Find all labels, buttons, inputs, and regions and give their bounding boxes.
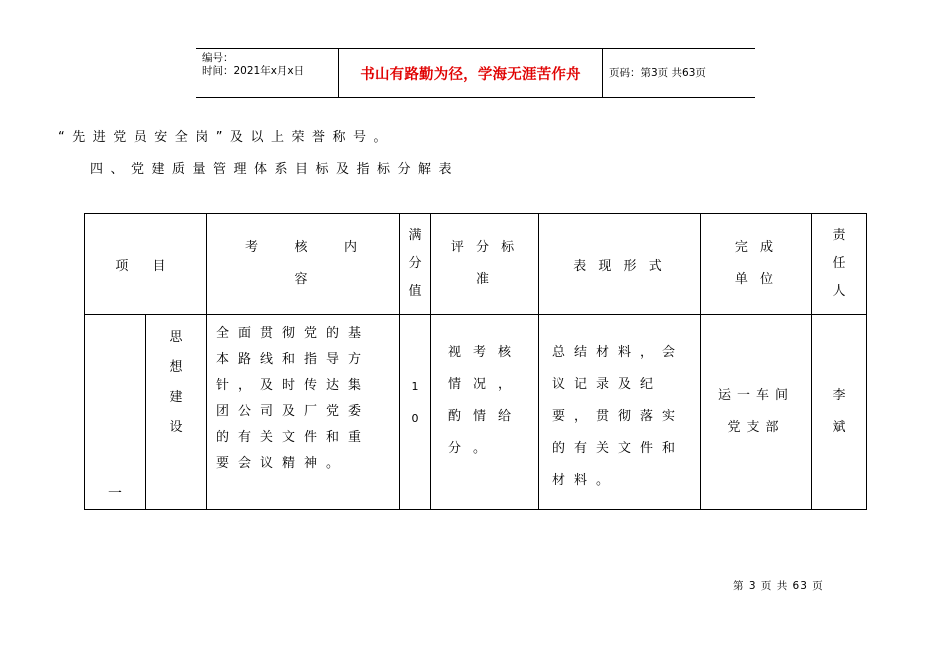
row-standard-cell bbox=[431, 315, 539, 510]
body-line-honor: “先进党员安全岗”及以上荣誉称号。 bbox=[58, 130, 394, 145]
form-line: 材料。 bbox=[552, 473, 619, 488]
content-line: 团公司及厂党委 bbox=[216, 404, 371, 419]
standard-line: 情况， bbox=[448, 377, 524, 392]
header-score-3: 值 bbox=[408, 284, 422, 299]
row-category-cell bbox=[146, 315, 207, 510]
form-line: 议记录及纪 bbox=[552, 377, 663, 392]
header-motto-cell bbox=[339, 49, 603, 97]
row-unit-bottom: 党支部 bbox=[727, 420, 785, 435]
content-line: 的有关文件和重 bbox=[216, 430, 371, 445]
header-standard-top: 评 分 标 bbox=[450, 240, 519, 255]
row-unit-top: 运一车间 bbox=[717, 388, 794, 403]
header-page-cell bbox=[603, 49, 755, 97]
row-responsible-cell bbox=[812, 315, 867, 510]
header-form-text: 表 现 形 式 bbox=[573, 258, 666, 274]
header-resp-1: 责 bbox=[832, 228, 846, 243]
table-row bbox=[85, 315, 867, 510]
standard-line: 分。 bbox=[448, 441, 499, 456]
form-line: 要，贯彻落实 bbox=[552, 409, 685, 424]
page-footer: 第 3 页 共 63 页 bbox=[733, 580, 824, 592]
row-form-cell bbox=[539, 315, 701, 510]
header-item-text: 项 目 bbox=[115, 258, 176, 274]
standard-line: 视考核 bbox=[448, 345, 524, 360]
header-content bbox=[207, 214, 400, 315]
header-resp-3: 人 bbox=[832, 284, 846, 299]
row-resp-1: 李 bbox=[832, 388, 846, 403]
header-content-top: 考 核 内 bbox=[244, 240, 362, 255]
row-score-top: 1 bbox=[411, 380, 419, 393]
motto-text: 书山有路勤为径，学海无涯苦作舟 bbox=[360, 66, 581, 83]
indicator-table bbox=[84, 213, 867, 510]
header-score-2: 分 bbox=[408, 256, 422, 271]
header-resp-2: 任 bbox=[832, 256, 846, 271]
content-line: 全面贯彻党的基 bbox=[216, 326, 371, 341]
row-number: 一 bbox=[108, 486, 122, 502]
header-unit bbox=[701, 214, 812, 315]
header-unit-bottom: 单 位 bbox=[734, 272, 778, 287]
row-score-bottom: 0 bbox=[411, 412, 419, 425]
header-meta-cell bbox=[196, 49, 339, 97]
section-heading: 四、党建质量管理体系目标及指标分解表 bbox=[90, 162, 460, 177]
row-score-cell bbox=[400, 315, 431, 510]
row-unit-cell bbox=[701, 315, 812, 510]
form-line: 总结材料，会 bbox=[552, 345, 685, 360]
content-line: 本路线和指导方 bbox=[216, 352, 371, 367]
number-label: 编号： bbox=[202, 52, 234, 64]
row-category-1: 思 bbox=[169, 330, 183, 345]
header-unit-top: 完 成 bbox=[734, 240, 778, 255]
content-line: 针，及时传达集 bbox=[216, 378, 371, 393]
header-standard-bottom: 准 bbox=[475, 272, 493, 287]
header-score-1: 满 bbox=[408, 228, 422, 243]
table-header-row bbox=[85, 214, 867, 315]
header-item bbox=[85, 214, 207, 315]
row-content-cell bbox=[207, 315, 400, 510]
header-content-bottom: 容 bbox=[294, 272, 312, 287]
header-standard bbox=[431, 214, 539, 315]
standard-line: 酌情给 bbox=[448, 409, 524, 424]
header-form bbox=[539, 214, 701, 315]
content-line: 要会议精神。 bbox=[216, 456, 349, 471]
row-number-cell bbox=[85, 315, 146, 510]
document-header bbox=[196, 48, 755, 98]
header-responsible bbox=[812, 214, 867, 315]
row-category-2: 想 bbox=[169, 360, 183, 375]
header-score bbox=[400, 214, 431, 315]
form-line: 的有关文件和 bbox=[552, 441, 685, 456]
row-category-4: 设 bbox=[169, 420, 183, 435]
page-label: 页码：第3页 共63页 bbox=[609, 66, 706, 79]
row-resp-2: 斌 bbox=[832, 420, 846, 435]
time-label: 时间：2021年x月x日 bbox=[202, 65, 305, 77]
row-category-3: 建 bbox=[169, 390, 183, 405]
